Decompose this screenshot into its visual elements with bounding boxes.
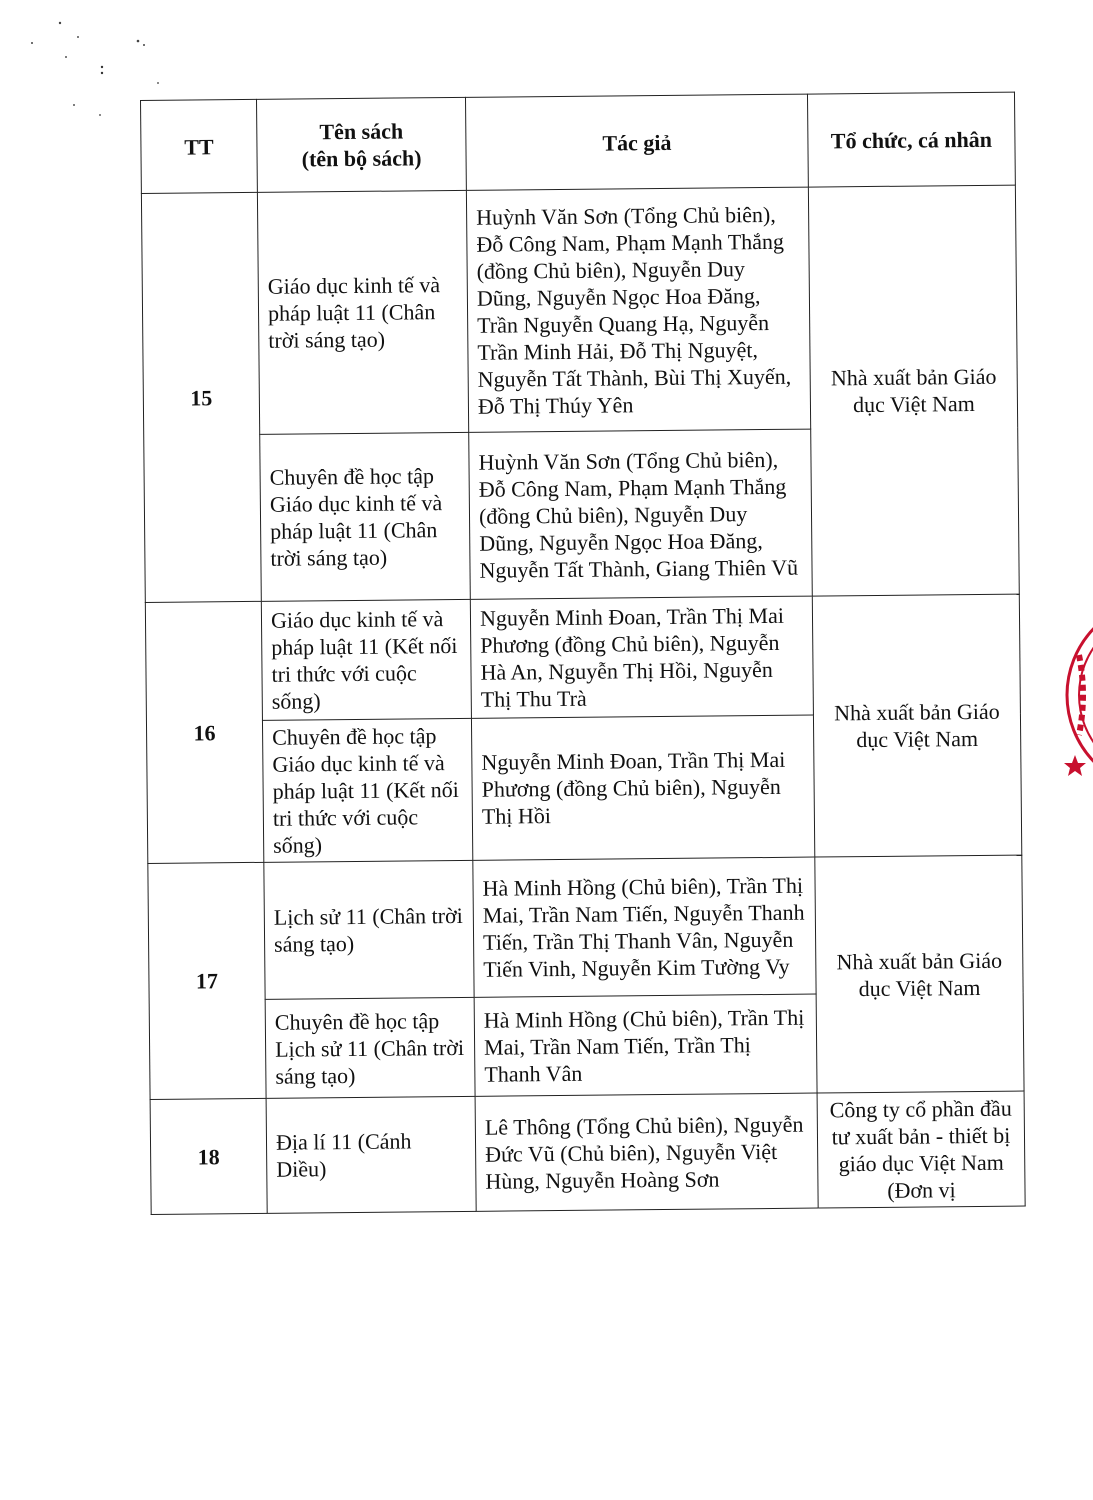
row-number: 18 — [150, 1098, 267, 1214]
book-table — [140, 92, 1026, 1215]
table-header-row — [141, 92, 1016, 193]
book-authors: Nguyễn Minh Đoan, Trần Thị Mai Phương (đồng Chủ biên), Nguyễn Hà An, Nguyễn Thị Hồi, Nguyễn Thị Thu Trà — [470, 596, 813, 718]
book-title: Lịch sử 11 (Chân trời sáng tạo) — [264, 860, 474, 999]
book-authors: Hà Minh Hồng (Chủ biên), Trần Thị Mai, Trần Nam Tiến, Trần Thị Thanh Vân — [474, 994, 817, 1096]
row-number: 15 — [141, 192, 261, 602]
header-tt: TT — [141, 99, 258, 193]
publisher: Nhà xuất bản Giáo dục Việt Nam — [812, 594, 1021, 857]
red-seal-fragment — [1053, 595, 1093, 795]
book-authors: Huỳnh Văn Sơn (Tổng Chủ biên), Đỗ Công Nam, Phạm Mạnh Thắng (đồng Chủ biên), Nguyễn Duy Dũng, Nguyễn Ngọc Hoa Đăng, Trần Nguyễn Quang Hạ, Nguyễn Trần Minh Hải, Đỗ Thị Nguyệt, Nguyễn Tất Thành, Bùi Thị Xuyến, Đỗ Thị Thúy Yên — [466, 187, 810, 432]
publisher: Nhà xuất bản Giáo dục Việt Nam — [808, 185, 1019, 596]
book-title: Địa lí 11 (Cánh Diều) — [266, 1096, 476, 1213]
book-title: Giáo dục kinh tế và pháp luật 11 (Kết nối tri thức với cuộc sống) — [261, 599, 471, 720]
table-row — [145, 594, 1020, 721]
publisher: Công ty cổ phần đầu tư xuất bản - thiết bị giáo dục Việt Nam (Đơn vị — [817, 1091, 1025, 1208]
book-title: Chuyên đề học tập Giáo dục kinh tế và pháp luật 11 (Kết nối tri thức với cuộc sống) — [262, 718, 472, 862]
book-authors: Nguyễn Minh Đoan, Trần Thị Mai Phương (đồng Chủ biên), Nguyễn Thị Hồi — [471, 715, 814, 860]
book-authors: Hà Minh Hồng (Chủ biên), Trần Thị Mai, Trần Nam Tiến, Nguyễn Thanh Tiến, Trần Thị Thanh Vân, Nguyễn Tiến Vinh, Nguyễn Kim Tường Vy — [473, 857, 816, 997]
row-number: 17 — [148, 862, 266, 1099]
table-row — [150, 1091, 1025, 1214]
book-authors: Lê Thông (Tổng Chủ biên), Nguyễn Đức Vũ (Chủ biên), Nguyễn Việt Hùng, Nguyễn Hoàng Sơn — [475, 1093, 818, 1211]
table-row — [148, 855, 1023, 1000]
publisher: Nhà xuất bản Giáo dục Việt Nam — [815, 855, 1024, 1093]
book-title: Giáo dục kinh tế và pháp luật 11 (Chân trời sáng tạo) — [257, 190, 468, 434]
row-number: 16 — [145, 601, 264, 863]
header-organization: Tổ chức, cá nhân — [807, 92, 1015, 187]
book-title: Chuyên đề học tập Lịch sử 11 (Chân trời sáng tạo) — [265, 997, 475, 1098]
header-author: Tác giả — [465, 94, 808, 190]
book-title: Chuyên đề học tập Giáo dục kinh tế và pháp luật 11 (Chân trời sáng tạo) — [260, 432, 471, 601]
header-book-title: Tên sách (tên bộ sách) — [256, 97, 466, 192]
table-row — [141, 185, 1017, 435]
book-authors: Huỳnh Văn Sơn (Tổng Chủ biên), Đỗ Công Nam, Phạm Mạnh Thắng (đồng Chủ biên), Nguyễn Duy Dũng, Nguyễn Ngọc Hoa Đăng, Nguyễn Tất Thành, Giang Thiên Vũ — [469, 429, 813, 599]
